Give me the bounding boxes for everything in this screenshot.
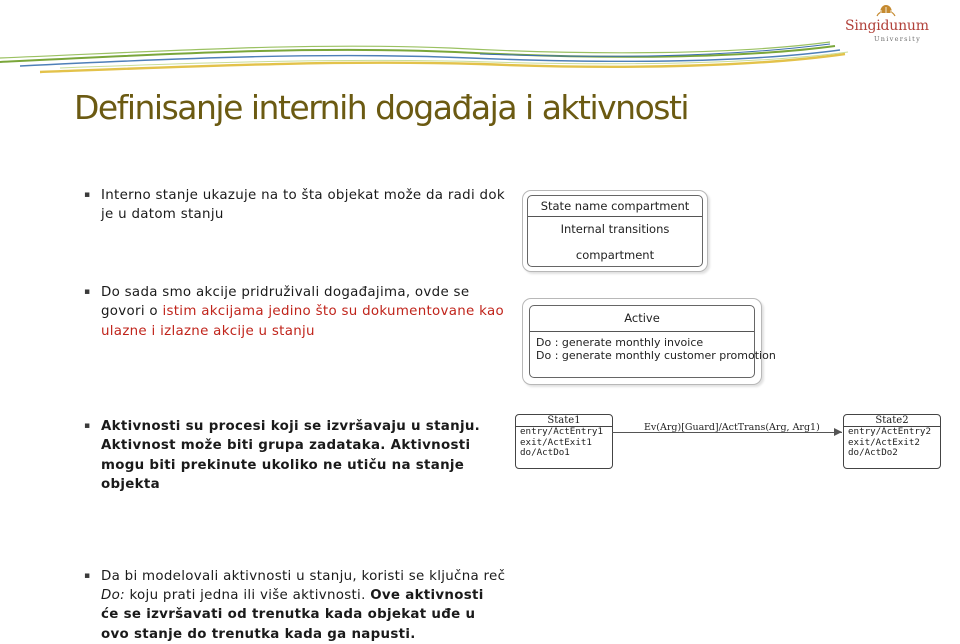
arrow-head-icon: [834, 428, 842, 436]
bullet-bold-text: Ove aktivnosti će se izvršavati od trenutka kada objekat uđe u ovo stanje do trenutka kada ga napusti.: [101, 588, 484, 642]
state-compartments-diagram: [522, 190, 708, 272]
square-bullet-icon: ▪: [84, 286, 91, 297]
state-name: State2: [844, 415, 940, 427]
square-bullet-icon: ▪: [84, 190, 91, 200]
bullet-highlight-text: istim akcijama jedino što su dokumentovane kao ulazne i izlazne akcije u stanju: [101, 304, 504, 339]
transition-label: Ev(Arg)[Guard]/ActTrans(Arg, Arg1): [644, 422, 820, 433]
bullet-item: [86, 417, 506, 495]
square-bullet-icon: ▪: [84, 421, 91, 432]
square-bullet-icon: ▪: [84, 570, 91, 581]
logo-subtitle: University: [874, 35, 922, 43]
slide-title: Definisanje internih događaja i aktivnosti: [74, 88, 689, 127]
state-do-activity: do/ActDo2: [848, 447, 898, 458]
state-name-compartment: State name compartment: [528, 196, 702, 217]
logo-wordmark: Singidunum: [845, 18, 929, 34]
crest-icon: [872, 4, 900, 18]
state-do-activity: do/ActDo1: [520, 447, 570, 458]
bullet-list: [84, 186, 506, 642]
bullet-text: Da bi modelovali aktivnosti u stanju, koristi se ključna reč: [101, 568, 506, 584]
state-box: [527, 195, 703, 267]
bullet-item: [86, 283, 506, 341]
activity-line: Do : generate monthly customer promotion: [536, 349, 776, 362]
state2-box: [843, 414, 941, 469]
activity-line: Do : generate monthly invoice: [536, 336, 704, 349]
university-logo: [842, 4, 934, 42]
state-name: State1: [516, 415, 612, 427]
bullet-text: Aktivnosti su procesi koji se izvršavaju u stanju. Aktivnost može biti grupa zadataka. Aktivnosti mogu biti prekinute ukoliko ne utiču na stanje objekta: [101, 419, 481, 493]
bullet-text-mid: koju prati jedna ili više aktivnosti.: [124, 588, 371, 604]
bullet-item: [86, 186, 506, 225]
internal-transitions-compartment: Internal transitions compartment: [560, 222, 670, 262]
bullet-item: [86, 567, 506, 644]
state1-box: [515, 414, 613, 469]
state-exit-action: exit/ActExit2: [848, 436, 920, 448]
bullet-keyword: Do:: [101, 588, 125, 604]
bullet-text: Interno stanje ukazuje na to šta objekat može da radi dok je u datom stanju: [101, 188, 505, 223]
state-name: Active: [530, 306, 754, 332]
state-entry-action: entry/ActEntry2: [848, 426, 931, 437]
state-entry-action: entry/ActEntry1: [520, 426, 603, 437]
bullet-text: Do sada smo akcije pridruživali događajima, ovde se govori o: [101, 284, 470, 320]
active-state-diagram: [522, 298, 776, 385]
state-transition-diagram: [515, 408, 945, 470]
state-box: [529, 305, 776, 378]
state-exit-action: exit/ActExit1: [520, 436, 592, 448]
header-wave-decoration: [0, 0, 960, 80]
